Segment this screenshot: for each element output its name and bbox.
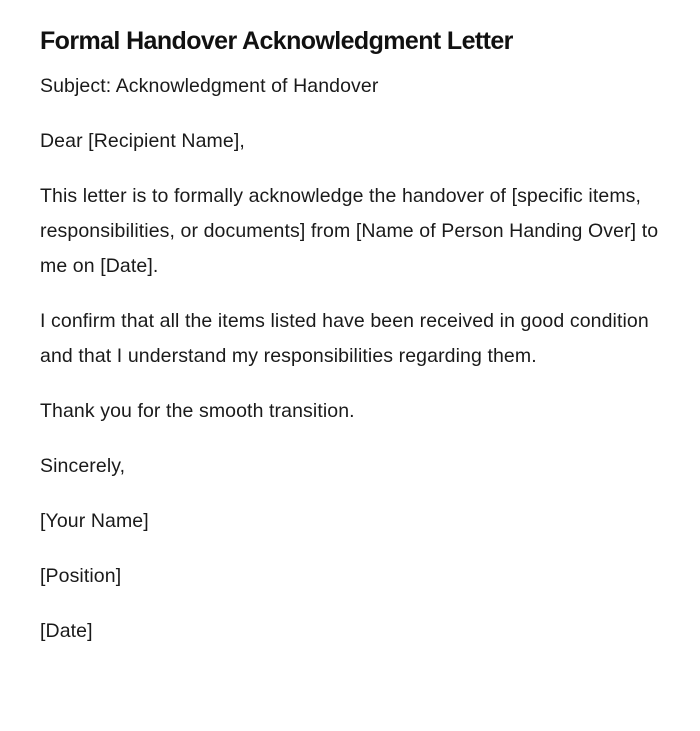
letter-salutation: Dear [Recipient Name], [40,130,245,152]
signature-position: [Position] [40,565,122,587]
letter-body-paragraph: This letter is to formally acknowledge the handover of [specific items, responsibilities, or documents] from [Name of Person Handing Over] to me on [Date]. [40,185,659,277]
letter-closing: Sincerely, [40,455,126,477]
letter-document [40,24,660,669]
signature-name: [Your Name] [40,510,149,532]
letter-body-paragraph: I confirm that all the items listed have been received in good condition and that I understand my responsibilities regarding them. [40,310,649,367]
letter-subject: Subject: Acknowledgment of Handover [40,75,379,97]
letter-body-paragraph: Thank you for the smooth transition. [40,400,355,422]
signature-date: [Date] [40,620,93,642]
letter-title: Formal Handover Acknowledgment Letter [40,27,513,55]
